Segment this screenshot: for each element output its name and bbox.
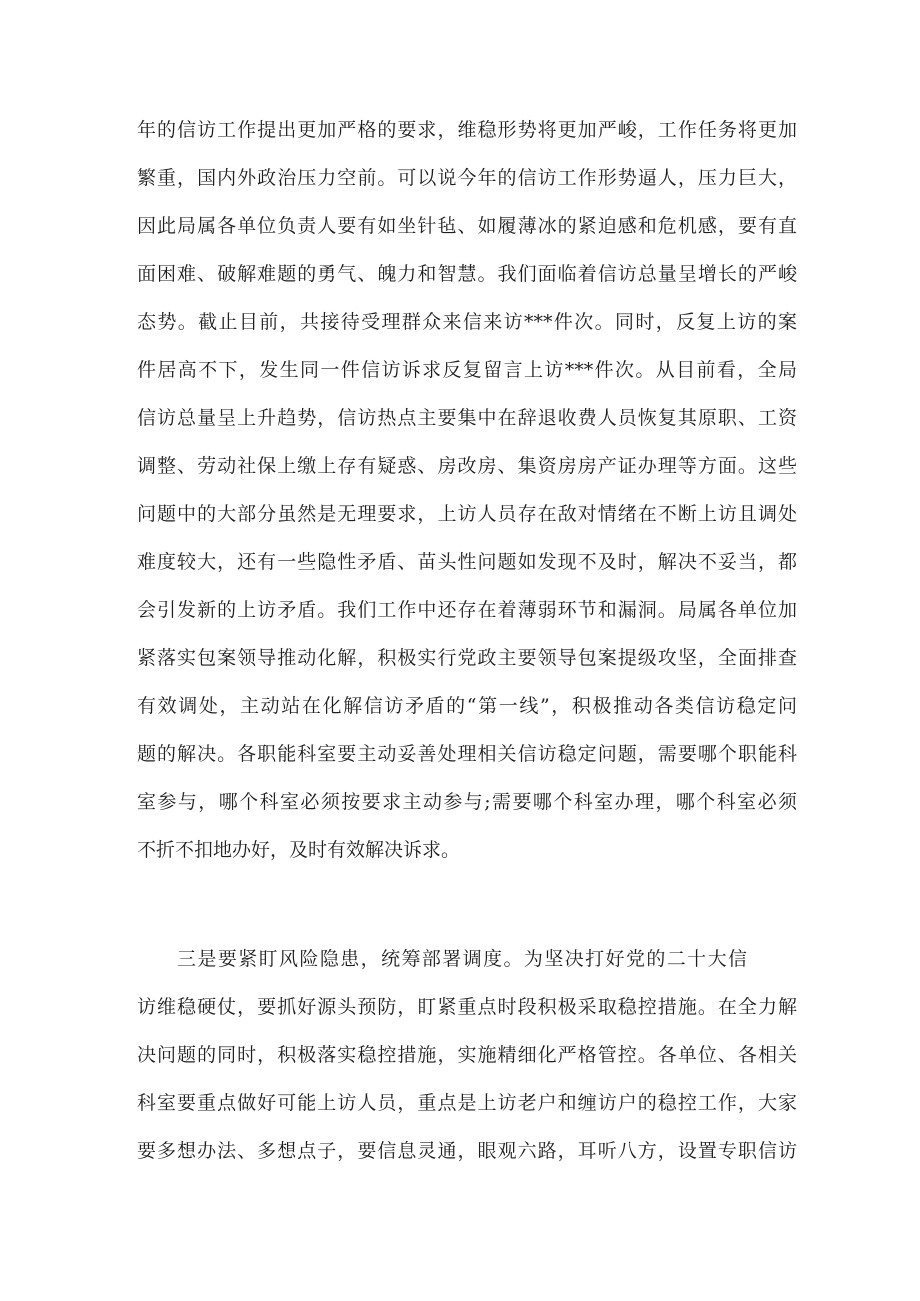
text-line: 信访总量呈上升趋势，信访热点主要集中在辞退收费人员恢复其原职、工资 — [137, 407, 797, 429]
text-line: 题的解决。各职能科室要主动妥善处理相关信访稳定问题，需要哪个职能科 — [137, 743, 797, 765]
text-line: 年的信访工作提出更加严格的要求，维稳形势将更加严峻，工作任务将更加 — [137, 119, 797, 141]
text-line: 科室要重点做好可能上访人员，重点是上访老户和缠访户的稳控工作，大家 — [137, 1092, 797, 1114]
text-line: 不折不扣地办好，及时有效解决诉求。 — [137, 839, 461, 861]
text-line: 室参与，哪个科室必须按要求主动参与;需要哪个科室办理，哪个科室必须 — [137, 791, 797, 813]
text-line: 繁重，国内外政治压力空前。可以说今年的信访工作形势逼人，压力巨大， — [137, 167, 797, 189]
text-line: 要多想办法、多想点子，要信息灵通，眼观六路，耳听八方，设置专职信访 — [137, 1140, 797, 1162]
text-line: 问题中的大部分虽然是无理要求，上访人员存在敌对情绪在不断上访且调处 — [137, 503, 797, 525]
text-line: 会引发新的上访矛盾。我们工作中还存在着薄弱环节和漏洞。局属各单位加 — [137, 599, 797, 621]
text-line: 件居高不下，发生同一件信访诉求反复留言上访***件次。从目前看，全局 — [137, 359, 797, 381]
text-line: 态势。截止目前，共接待受理群众来信来访***件次。同时，反复上访的案 — [137, 311, 797, 333]
text-line: 难度较大，还有一些隐性矛盾、苗头性问题如发现不及时，解决不妥当，都 — [137, 551, 797, 573]
text-line: 因此局属各单位负责人要有如坐针毡、如履薄冰的紧迫感和危机感，要有直 — [137, 215, 797, 237]
text-line: 决问题的同时，积极落实稳控措施，实施精细化严格管控。各单位、各相关 — [137, 1044, 797, 1066]
text-line: 调整、劳动社保上缴上存有疑惑、房改房、集资房房产证办理等方面。这些 — [137, 455, 797, 477]
text-line: 紧落实包案领导推动化解，积极实行党政主要领导包案提级攻坚，全面排查 — [137, 647, 797, 669]
text-line: 访维稳硬仗，要抓好源头预防，盯紧重点时段积极采取稳控措施。在全力解 — [137, 996, 797, 1018]
text-line: 有效调处，主动站在化解信访矛盾的“第一线”，积极推动各类信访稳定问 — [137, 695, 797, 717]
text-line: 面困难、破解难题的勇气、魄力和智慧。我们面临着信访总量呈增长的严峻 — [137, 263, 797, 285]
paragraph-first-line: 三是要紧盯风险隐患，统筹部署调度。为坚决打好党的二十大信 — [177, 948, 747, 970]
